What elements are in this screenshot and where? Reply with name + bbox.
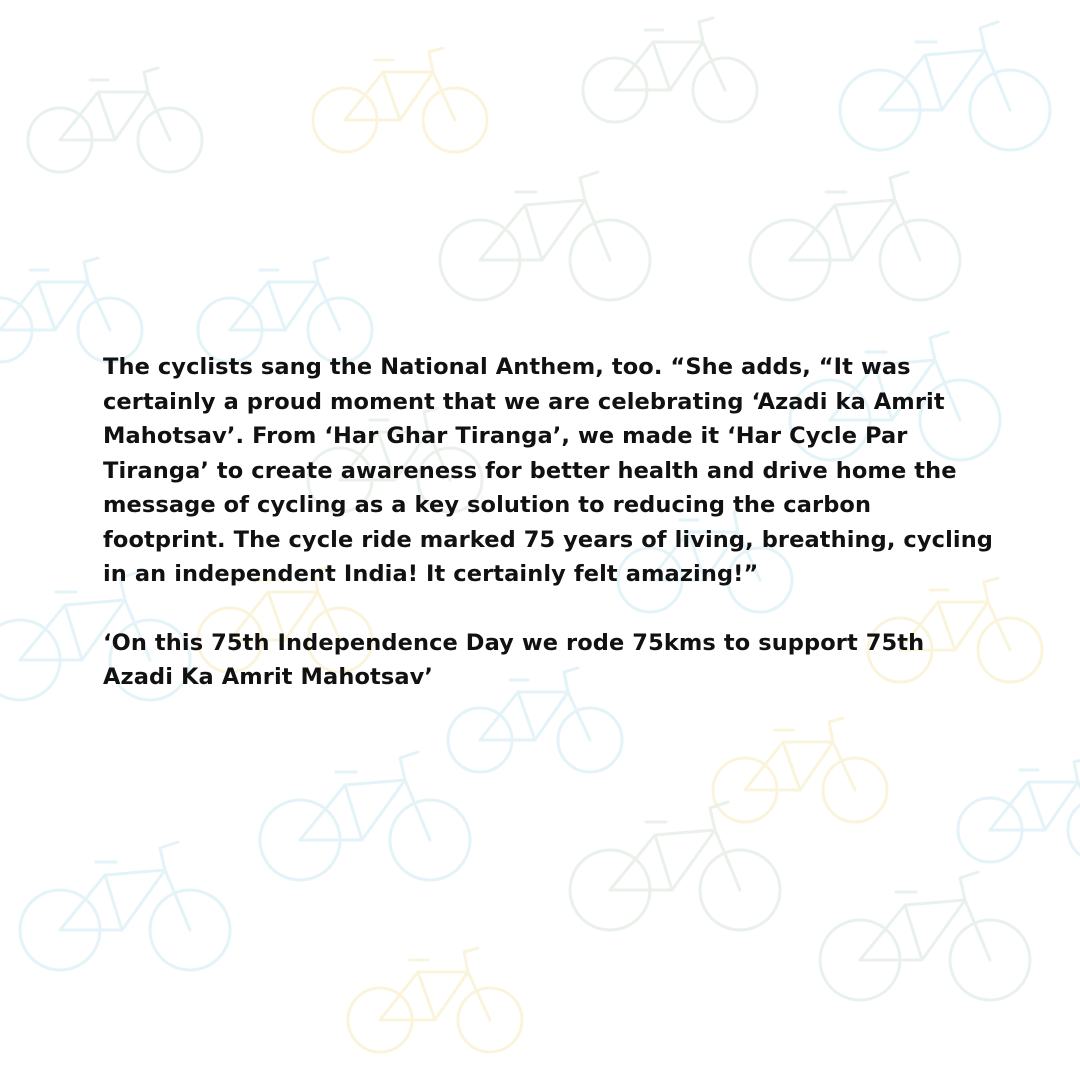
article-text-block: [103, 350, 993, 695]
highlight-quote: ‘On this 75th Independence Day we rode 75kms to support 75th Azadi Ka Amrit Mahotsav’: [103, 629, 925, 690]
body-paragraph: The cyclists sang the National Anthem, too. “She adds, “It was certainly a proud moment that we are celebrating ‘Azadi ka Amrit Mahotsav’. From ‘Har Ghar Tiranga’, we made it ‘Har Cycle Par Tiranga’ to create awareness for better health and drive home the message of cycling as a key solution to reducing the carbon footprint. The cycle ride marked 75 years of living, breathing, cycling in an independent India! It certainly felt amazing!”: [103, 354, 994, 587]
